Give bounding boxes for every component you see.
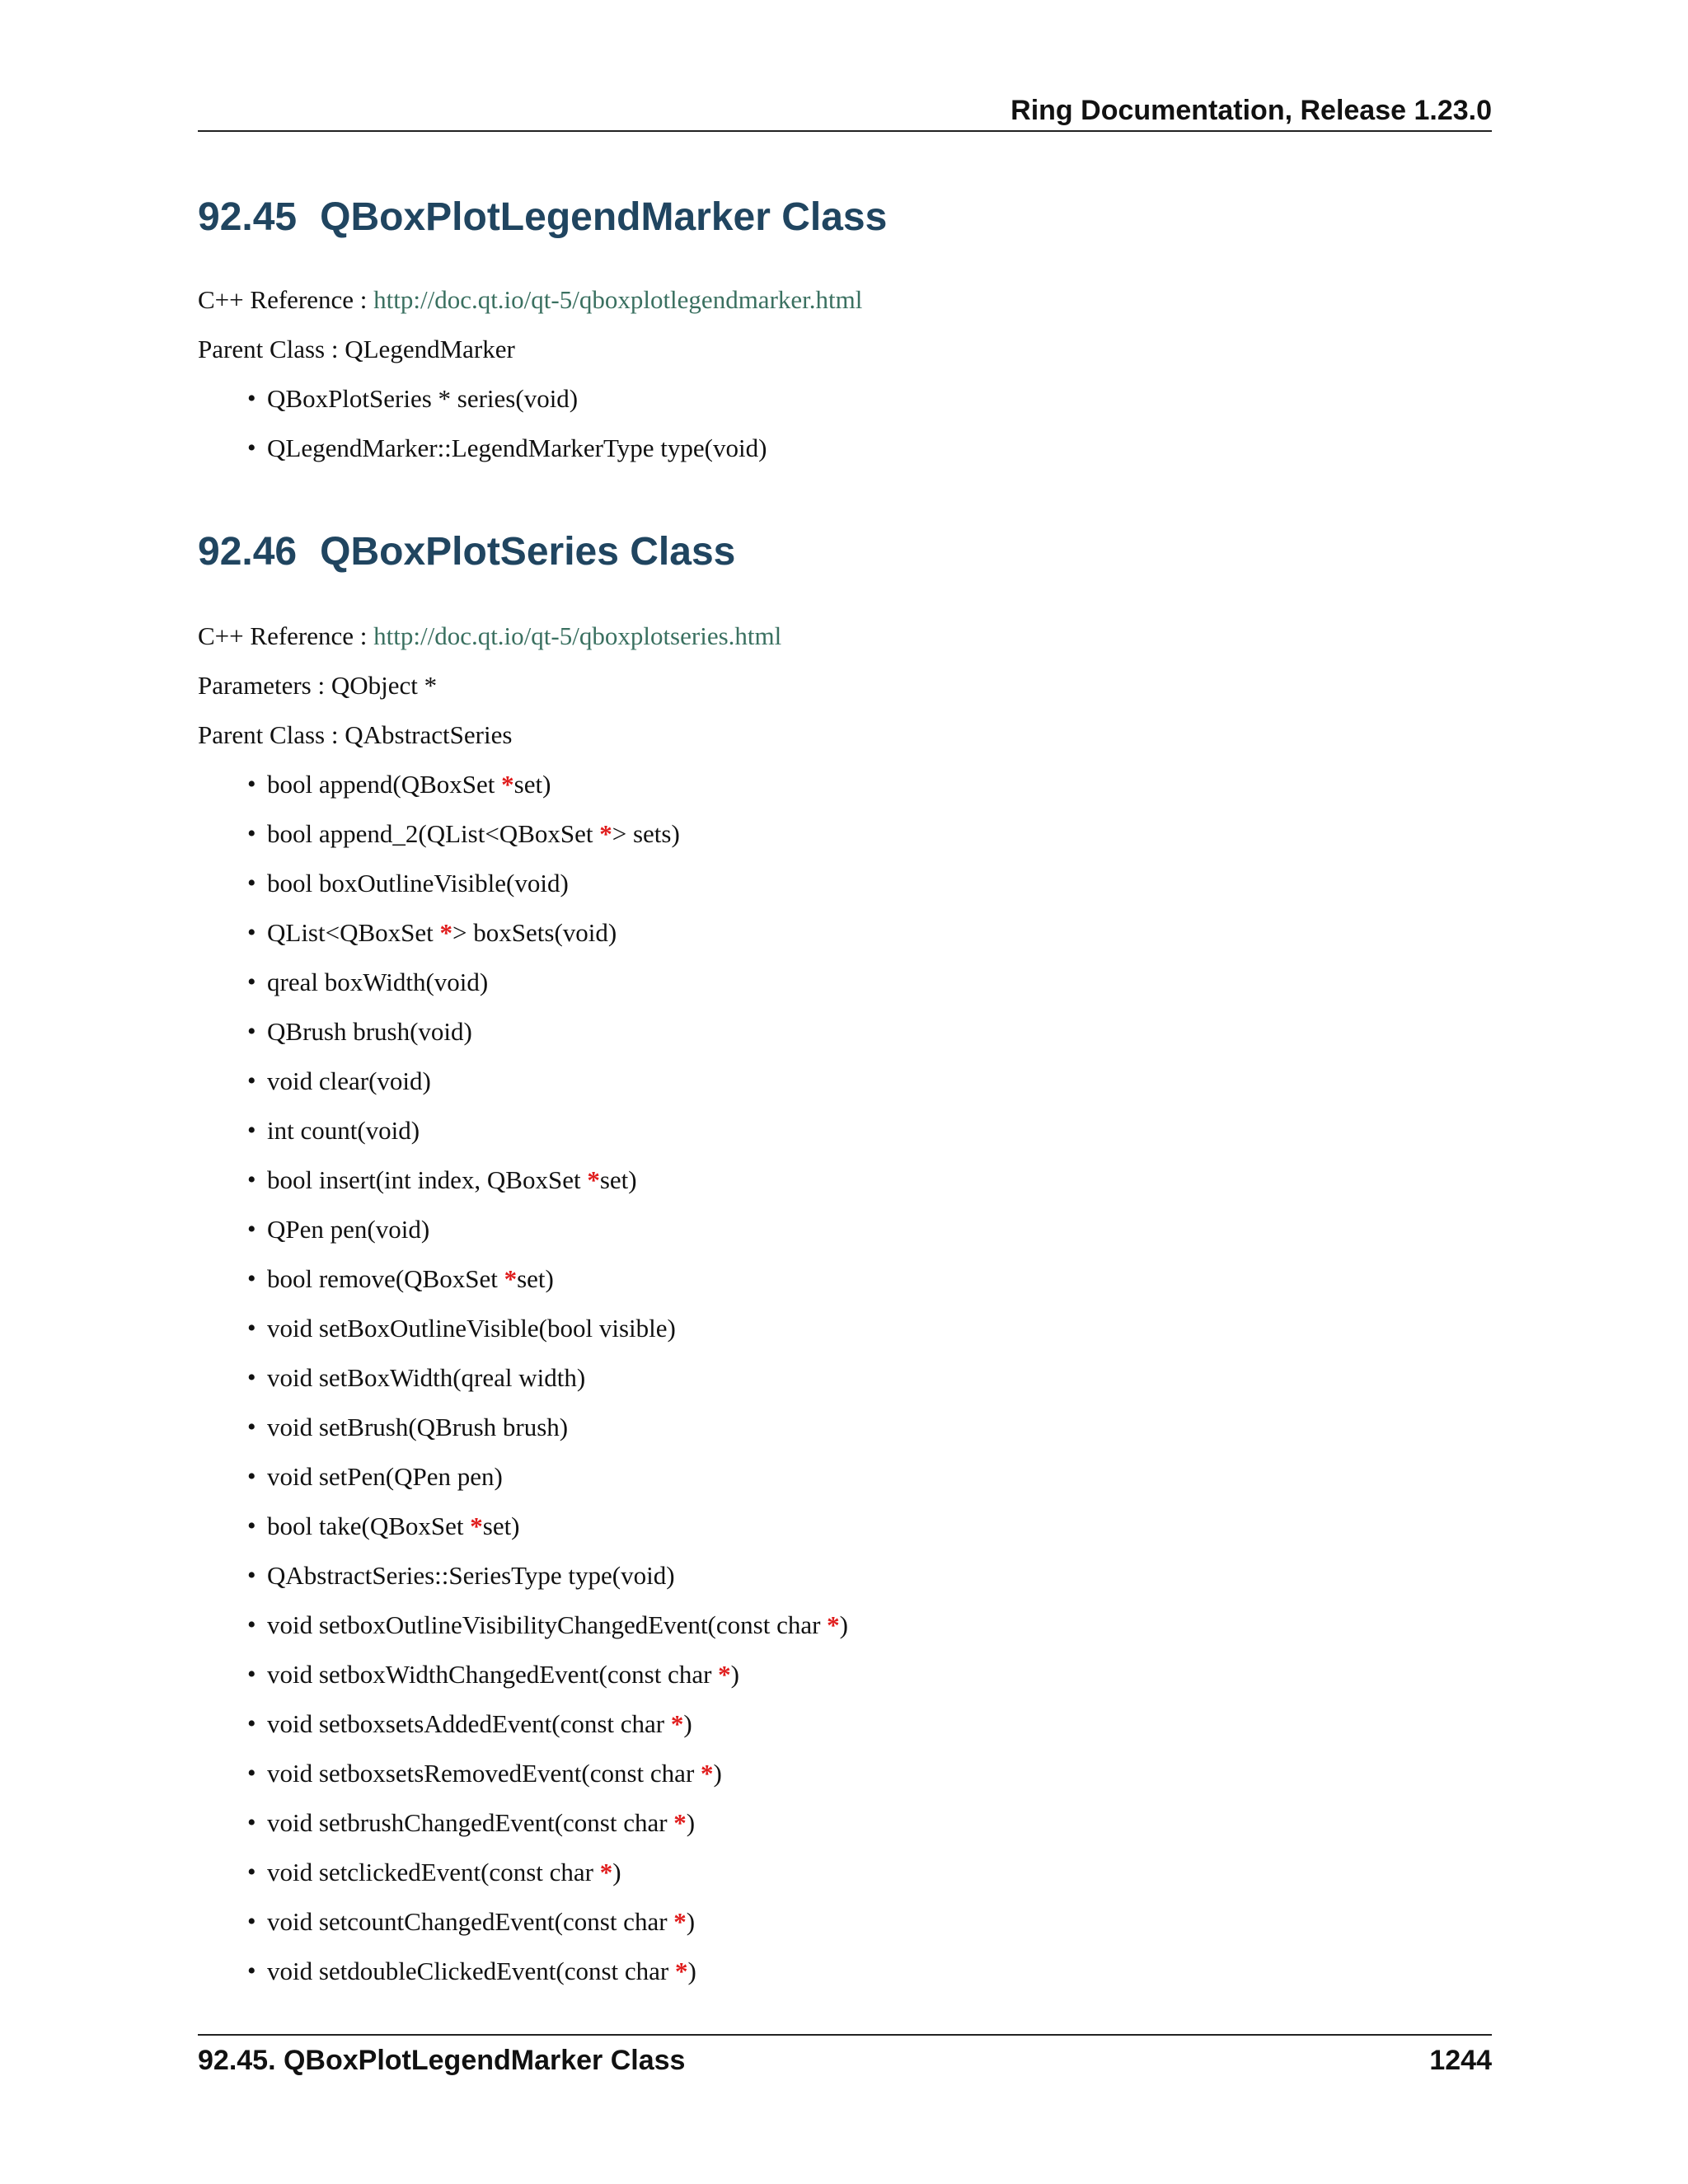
method-signature: void setboxOutlineVisibilityChangedEvent(const char [267, 1610, 828, 1639]
method-signature: QPen pen(void) [267, 1215, 430, 1244]
method-signature: QLegendMarker::LegendMarkerType type(void) [267, 434, 767, 462]
method-item [267, 1460, 503, 1493]
method-signature-tail: ) [683, 1709, 692, 1738]
method-item [267, 818, 680, 851]
cpp-reference-link[interactable]: http://doc.qt.io/qt-5/qboxplotlegendmarker.html [373, 285, 863, 314]
header-rule [198, 130, 1492, 132]
section-number: 92.45 [198, 195, 298, 239]
pointer-asterisk: * [673, 1907, 687, 1936]
method-item [267, 1114, 420, 1147]
method-item [267, 1807, 695, 1840]
method-signature-tail: set) [513, 770, 551, 799]
method-item [267, 382, 578, 415]
method-signature: bool insert(int index, QBoxSet [267, 1165, 588, 1194]
method-signature: bool append_2(QList<QBoxSet [267, 819, 600, 848]
method-signature-tail: ) [686, 1907, 696, 1936]
pointer-asterisk: * [718, 1660, 731, 1689]
section-number: 92.46 [198, 530, 298, 574]
pointer-asterisk: * [599, 819, 612, 848]
pointer-asterisk: * [673, 1808, 687, 1837]
section-title: QBoxPlotLegendMarker Class [320, 195, 888, 239]
method-signature-tail: > boxSets(void) [452, 918, 617, 947]
method-item [267, 1312, 676, 1345]
method-item [267, 1411, 568, 1444]
method-item [267, 1015, 472, 1048]
cpp-reference [198, 620, 781, 653]
cpp-reference-link[interactable]: http://doc.qt.io/qt-5/qboxplotseries.html [373, 621, 782, 650]
cpp-reference [198, 284, 862, 316]
method-signature: QBrush brush(void) [267, 1017, 472, 1046]
method-signature-tail: set) [517, 1264, 554, 1293]
pointer-asterisk: * [670, 1709, 684, 1738]
method-item [267, 1164, 637, 1197]
cpp-reference-label: C++ Reference : [198, 285, 374, 314]
method-signature-tail: ) [839, 1610, 848, 1639]
footer-rule [198, 2034, 1492, 2036]
method-item [267, 916, 617, 949]
method-item [267, 432, 767, 465]
method-signature: void setPen(QPen pen) [267, 1462, 503, 1491]
section-heading [198, 193, 887, 242]
method-signature: qreal boxWidth(void) [267, 968, 489, 996]
method-signature: bool append(QBoxSet [267, 770, 502, 799]
method-signature: void setcountChangedEvent(const char [267, 1907, 674, 1936]
method-signature-tail: ) [687, 1957, 696, 1985]
pointer-asterisk: * [701, 1759, 714, 1788]
method-signature: bool remove(QBoxSet [267, 1264, 504, 1293]
method-item [267, 966, 488, 999]
method-signature: int count(void) [267, 1116, 420, 1145]
pointer-asterisk: * [501, 770, 514, 799]
method-signature-tail: ) [686, 1808, 696, 1837]
pointer-asterisk: * [599, 1858, 613, 1886]
method-item [267, 1708, 692, 1741]
pointer-asterisk: * [827, 1610, 840, 1639]
page-number: 1244 [1429, 2045, 1492, 2076]
method-item [267, 1905, 695, 1938]
method-item [267, 1757, 722, 1790]
method-item [267, 1856, 621, 1889]
method-item [267, 1609, 848, 1642]
method-item [267, 1361, 585, 1394]
method-item [267, 1263, 554, 1296]
pointer-asterisk: * [504, 1264, 518, 1293]
method-signature: void setbrushChangedEvent(const char [267, 1808, 674, 1837]
section-heading [198, 527, 735, 577]
running-header: Ring Documentation, Release 1.23.0 [1010, 95, 1492, 126]
cpp-reference-label: C++ Reference : [198, 621, 374, 650]
footer-section: 92.45. QBoxPlotLegendMarker Class [198, 2045, 686, 2076]
pointer-asterisk: * [675, 1957, 688, 1985]
method-item [267, 1213, 429, 1246]
method-signature: QList<QBoxSet [267, 918, 440, 947]
method-signature: void setBrush(QBrush brush) [267, 1413, 569, 1441]
method-signature: void setdoubleClickedEvent(const char [267, 1957, 676, 1985]
method-signature: void setclickedEvent(const char [267, 1858, 600, 1886]
pointer-asterisk: * [439, 918, 453, 947]
method-item [267, 1955, 696, 1988]
method-signature: void setboxsetsAddedEvent(const char [267, 1709, 671, 1738]
method-signature: QAbstractSeries::SeriesType type(void) [267, 1561, 675, 1590]
method-signature: void setBoxWidth(qreal width) [267, 1363, 586, 1392]
pointer-asterisk: * [587, 1165, 600, 1194]
method-signature-tail: ) [730, 1660, 739, 1689]
method-signature-tail: set) [482, 1511, 520, 1540]
method-signature-tail: set) [599, 1165, 637, 1194]
method-item [267, 867, 569, 900]
method-signature-tail: ) [612, 1858, 621, 1886]
running-footer [198, 2042, 1492, 2079]
method-signature: void setboxsetsRemovedEvent(const char [267, 1759, 701, 1788]
method-signature: QBoxPlotSeries * series(void) [267, 384, 579, 413]
method-signature-tail: ) [713, 1759, 722, 1788]
pointer-asterisk: * [470, 1511, 483, 1540]
parent-class: Parent Class : QAbstractSeries [198, 720, 513, 749]
section-title: QBoxPlotSeries Class [320, 530, 736, 574]
method-item [267, 768, 551, 801]
method-signature: void clear(void) [267, 1066, 431, 1095]
method-signature: bool take(QBoxSet [267, 1511, 471, 1540]
method-item [267, 1065, 431, 1098]
method-signature: void setBoxOutlineVisible(bool visible) [267, 1314, 676, 1343]
parameters: Parameters : QObject * [198, 671, 438, 700]
method-item [267, 1510, 520, 1543]
method-signature: bool boxOutlineVisible(void) [267, 869, 569, 898]
method-item [267, 1658, 739, 1691]
parent-class: Parent Class : QLegendMarker [198, 335, 515, 363]
method-signature-tail: > sets) [612, 819, 680, 848]
method-item [267, 1559, 675, 1592]
method-signature: void setboxWidthChangedEvent(const char [267, 1660, 719, 1689]
